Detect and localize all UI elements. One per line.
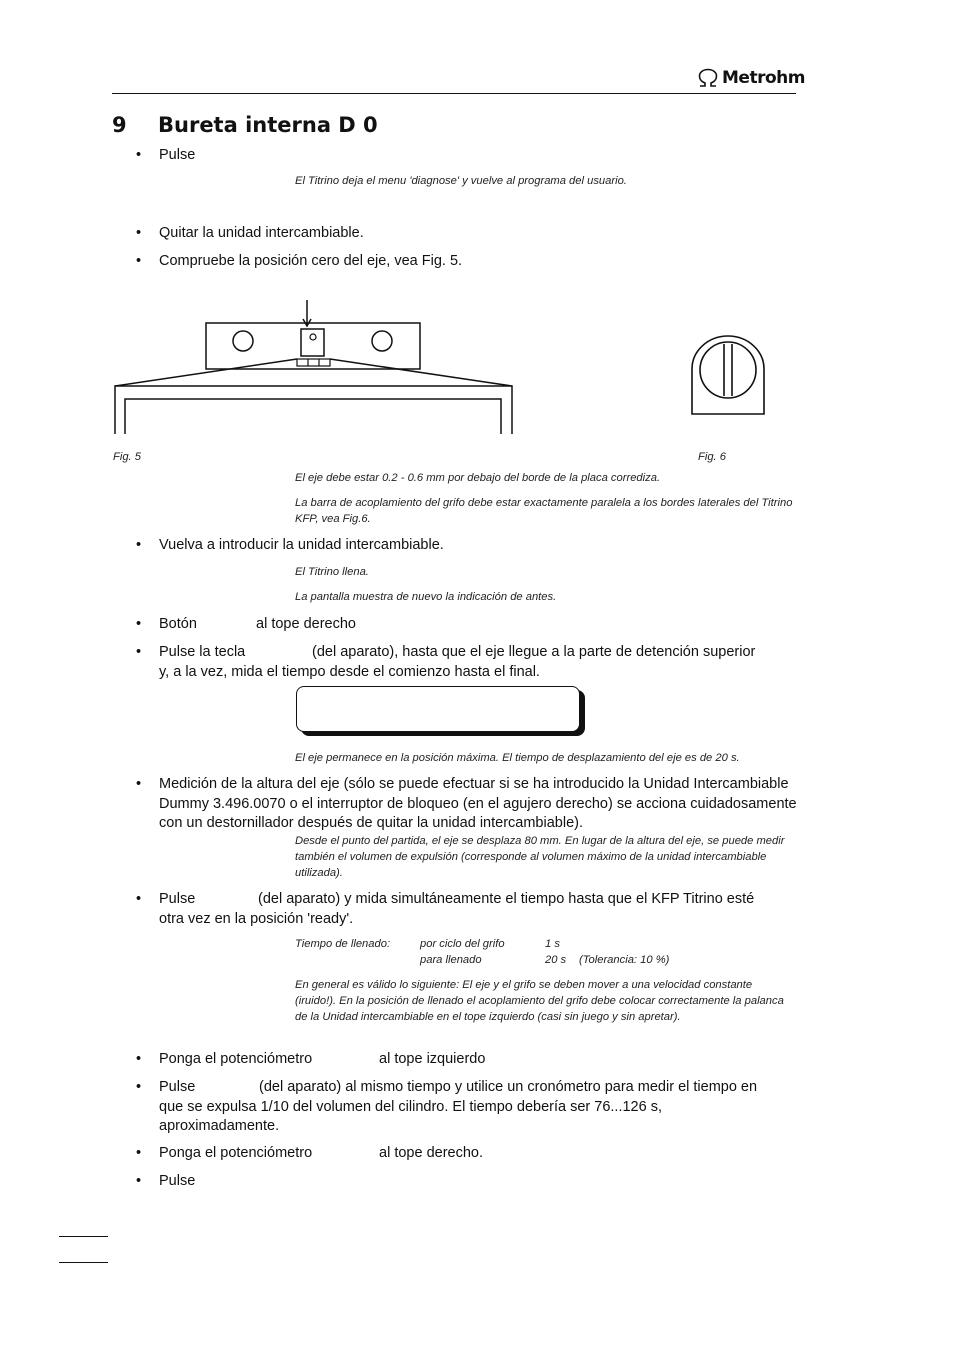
note: El eje permanece en la posición máxima. El tiempo de desplazamiento del eje es de 20 s.	[295, 752, 740, 764]
note: En general es válido lo siguiente: El eje y el grifo se deben mover a una velocidad constante (iruido!). En la posición de llenado el acoplamiento del grifo debe colocar correctamente la palanca de la Unidad intercambiable en el tope izquierdo (casi sin juego y sin apretar).	[295, 979, 784, 1023]
note: Desde el punto del partida, el eje se desplaza 80 mm. En lugar de la altura del eje, se puede medir también el volumen de expulsión (corresponde al volumen máximo de la unidad intercambiable utilizada).	[295, 835, 785, 879]
figure-6-stopcock-coupling	[689, 333, 769, 417]
figure-5-axis-zero-position	[110, 296, 520, 438]
note: La pantalla muestra de nuevo la indicación de antes.	[295, 591, 557, 603]
logo-text: Metrohm	[722, 68, 805, 88]
chapter-number: 9	[112, 113, 127, 137]
footer-rule-top	[59, 1236, 108, 1237]
chapter-title: Bureta interna D 0	[158, 113, 378, 137]
figure-6-label: Fig. 6	[698, 451, 726, 463]
note: El Titrino deja el menu 'diagnose' y vuelve al programa del usuario.	[295, 175, 627, 187]
display-panel	[296, 686, 580, 732]
figure-5-label: Fig. 5	[113, 451, 141, 463]
header-rule	[112, 93, 796, 94]
chapter-heading	[112, 113, 378, 137]
note: El eje debe estar 0.2 - 0.6 mm por debajo del borde de la placa corrediza.	[295, 472, 661, 484]
footer-rule-bottom	[59, 1262, 108, 1263]
note: El Titrino llena.	[295, 566, 369, 578]
note: La barra de acoplamiento del grifo debe estar exactamente paralela a los bordes laterales del Titrino KFP, vea Fig.6.	[295, 497, 793, 525]
omega-icon	[697, 68, 719, 88]
brand-logo	[697, 68, 805, 88]
